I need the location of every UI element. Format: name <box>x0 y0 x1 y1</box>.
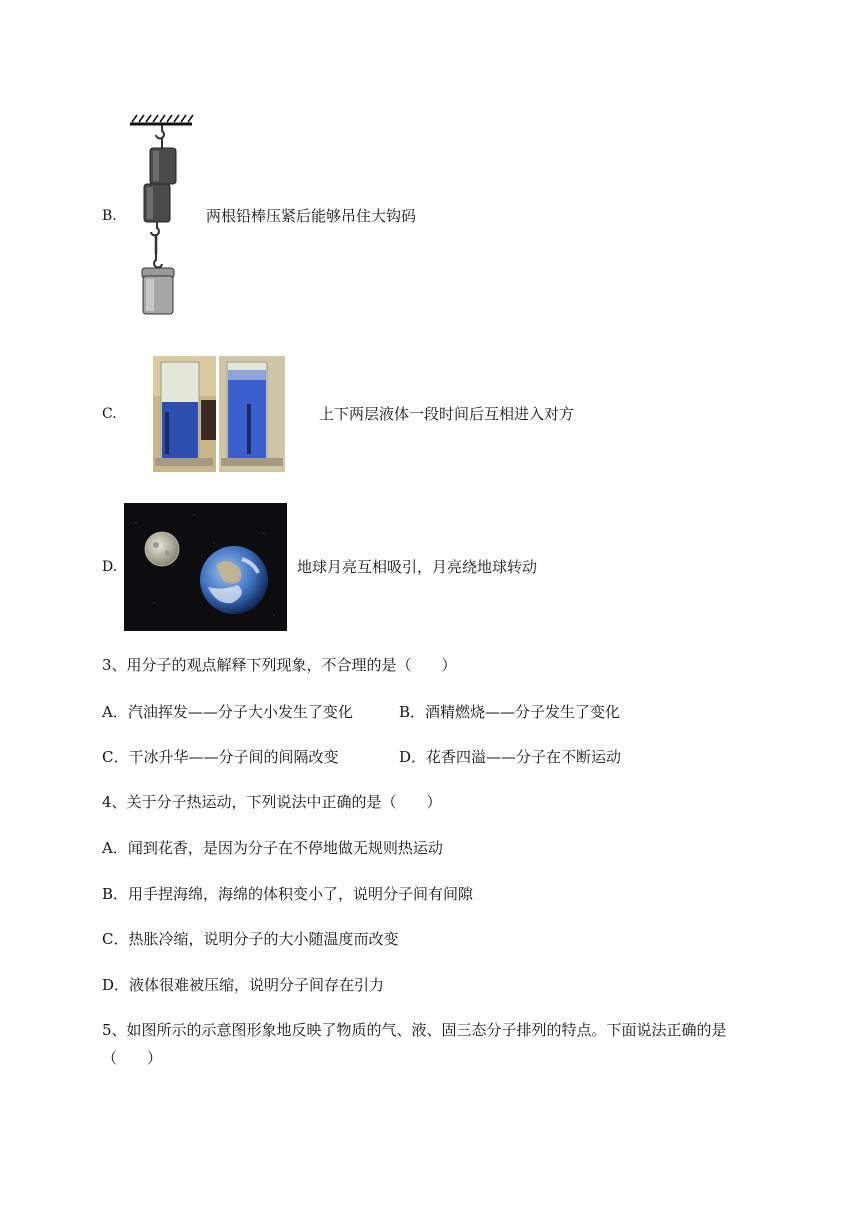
option-b-text: 两根铅棒压紧后能够吊住大钩码 <box>206 207 417 225</box>
question-3-option-c: C．干冰升华——分子间的间隔改变 <box>102 748 339 766</box>
question-3-option-a: A．汽油挥发——分子大小发生了变化 <box>102 703 353 721</box>
question-5-stem: 5、如图所示的示意图形象地反映了物质的气、液、固三态分子排列的特点。下面说法正确的是 <box>102 1021 727 1039</box>
question-3-stem: 3、用分子的观点解释下列现象，不合理的是（ ） <box>102 656 457 674</box>
liquid-diffusion-cylinders-image <box>153 356 285 472</box>
question-4-stem: 4、关于分子热运动，下列说法中正确的是（ ） <box>102 793 442 811</box>
option-c-label: C. <box>102 406 117 422</box>
question-3-option-d: D．花香四溢——分子在不断运动 <box>399 748 622 766</box>
earth-and-moon-image <box>124 503 287 631</box>
question-4-option-c: C．热胀冷缩，说明分子的大小随温度而改变 <box>102 930 399 948</box>
option-c-text: 上下两层液体一段时间后互相进入对方 <box>319 405 575 423</box>
option-b-label: B. <box>102 208 117 224</box>
question-3-option-b: B．酒精燃烧——分子发生了变化 <box>399 703 621 721</box>
question-4-option-a: A．闻到花香，是因为分子在不停地做无规则热运动 <box>102 839 443 857</box>
question-4-option-b: B．用手捏海绵，海绵的体积变小了，说明分子间有间隙 <box>102 885 474 903</box>
question-5-answer-blank: （ ） <box>102 1049 163 1067</box>
option-d-label: D. <box>102 559 118 575</box>
option-d-text: 地球月亮互相吸引，月亮绕地球转动 <box>297 558 538 576</box>
lead-rods-hanging-weight-image <box>126 112 196 320</box>
question-4-option-d: D．液体很难被压缩，说明分子间存在引力 <box>102 976 385 994</box>
